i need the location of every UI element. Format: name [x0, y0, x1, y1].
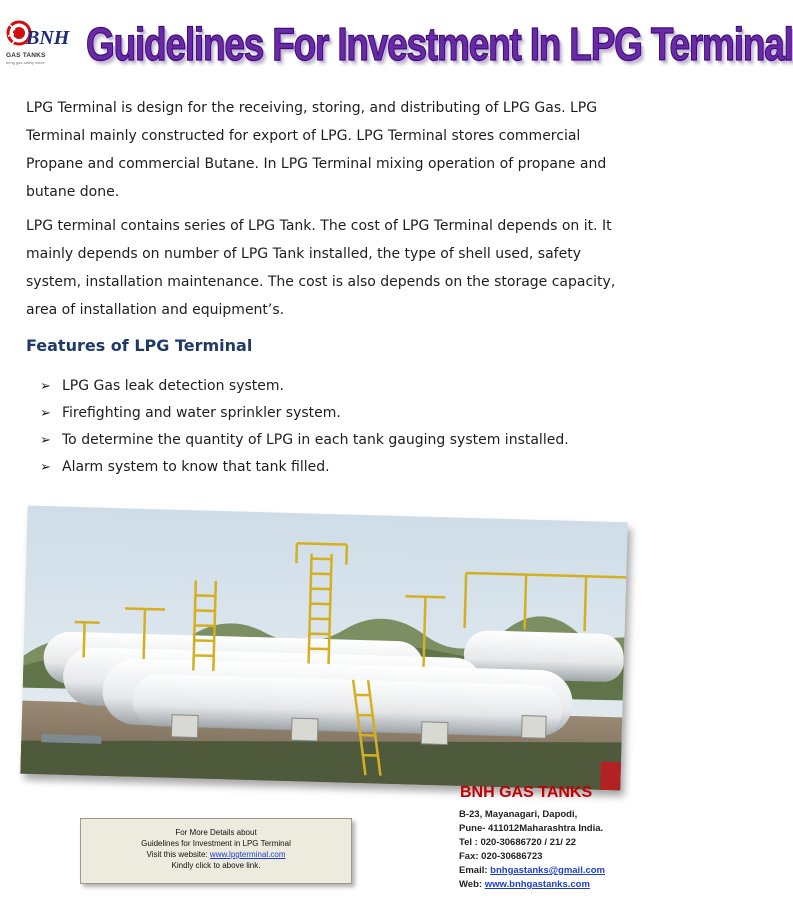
fax-line: Fax: 020-30686723: [459, 851, 543, 862]
lpg-terminal-photo: [20, 506, 627, 791]
list-item: [40, 454, 580, 481]
arrow-bullet-icon: ➢: [40, 460, 51, 475]
details-line-1: For More Details about: [175, 828, 257, 837]
logo-mark: BNH: [26, 27, 70, 49]
details-visit-label: Visit this website:: [146, 850, 210, 859]
more-details-box: [80, 818, 352, 884]
website-link[interactable]: www.bnhgastanks.com: [484, 879, 590, 890]
details-line-4: Kindly click to above link.: [171, 861, 261, 870]
details-line-2: Guidelines for Investment in LPG Terminal: [141, 839, 291, 848]
web-label: Web:: [459, 879, 485, 890]
details-line-3: [81, 849, 351, 860]
feature-text: Alarm system to know that tank filled.: [62, 459, 330, 475]
page-title: Guidelines For Investment In LPG Terminal: [86, 18, 793, 70]
list-item: [40, 427, 580, 454]
list-item: [40, 400, 580, 427]
intro-paragraph-1: LPG Terminal is design for the receiving, storing, and distributing of LPG Gas. LPG Terminal mainly constructed for export of LPG. LPG Terminal stores commercial Propane and commercial Butane. In LPG Terminal mixing operation of propane and butane done.: [26, 100, 607, 200]
intro-paragraph-2: LPG terminal contains series of LPG Tank. The cost of LPG Terminal depends on it. It mainly depends on number of LPG Tank installed, the type of shell used, safety system, installation maintenance. The cost is also depends on the storage capacity, area of installation and equipment’s.: [26, 218, 616, 318]
web-line: [459, 878, 605, 892]
company-logo: [6, 16, 78, 74]
feature-text: LPG Gas leak detection system.: [62, 378, 284, 394]
list-item: [40, 373, 580, 400]
logo-emblem-icon: [6, 16, 78, 56]
company-address: [459, 808, 605, 892]
email-link[interactable]: bnhgastanks@gmail.com: [490, 865, 606, 876]
arrow-bullet-icon: ➢: [40, 406, 51, 421]
tel-line: Tel : 020-30686720 / 21/ 22: [459, 837, 577, 848]
feature-text: Firefighting and water sprinkler system.: [62, 405, 341, 421]
features-list: [40, 373, 580, 481]
company-name: BNH GAS TANKS: [460, 784, 593, 801]
arrow-bullet-icon: ➢: [40, 379, 51, 394]
lpgterminal-link[interactable]: www.lpgterminal.com: [209, 850, 286, 859]
address-line-1: B-23, Mayanagari, Dapodi,: [459, 809, 578, 820]
feature-text: To determine the quantity of LPG in each tank gauging system installed.: [62, 432, 569, 448]
arrow-bullet-icon: ➢: [40, 433, 51, 448]
email-label: Email:: [459, 865, 491, 876]
features-heading: Features of LPG Terminal: [26, 336, 253, 355]
logo-name: GAS TANKS: [6, 52, 46, 59]
email-line: [459, 864, 605, 878]
address-line-2: Pune- 411012Maharashtra India.: [459, 823, 604, 834]
logo-tagline: bring gas safely since: [6, 60, 45, 65]
